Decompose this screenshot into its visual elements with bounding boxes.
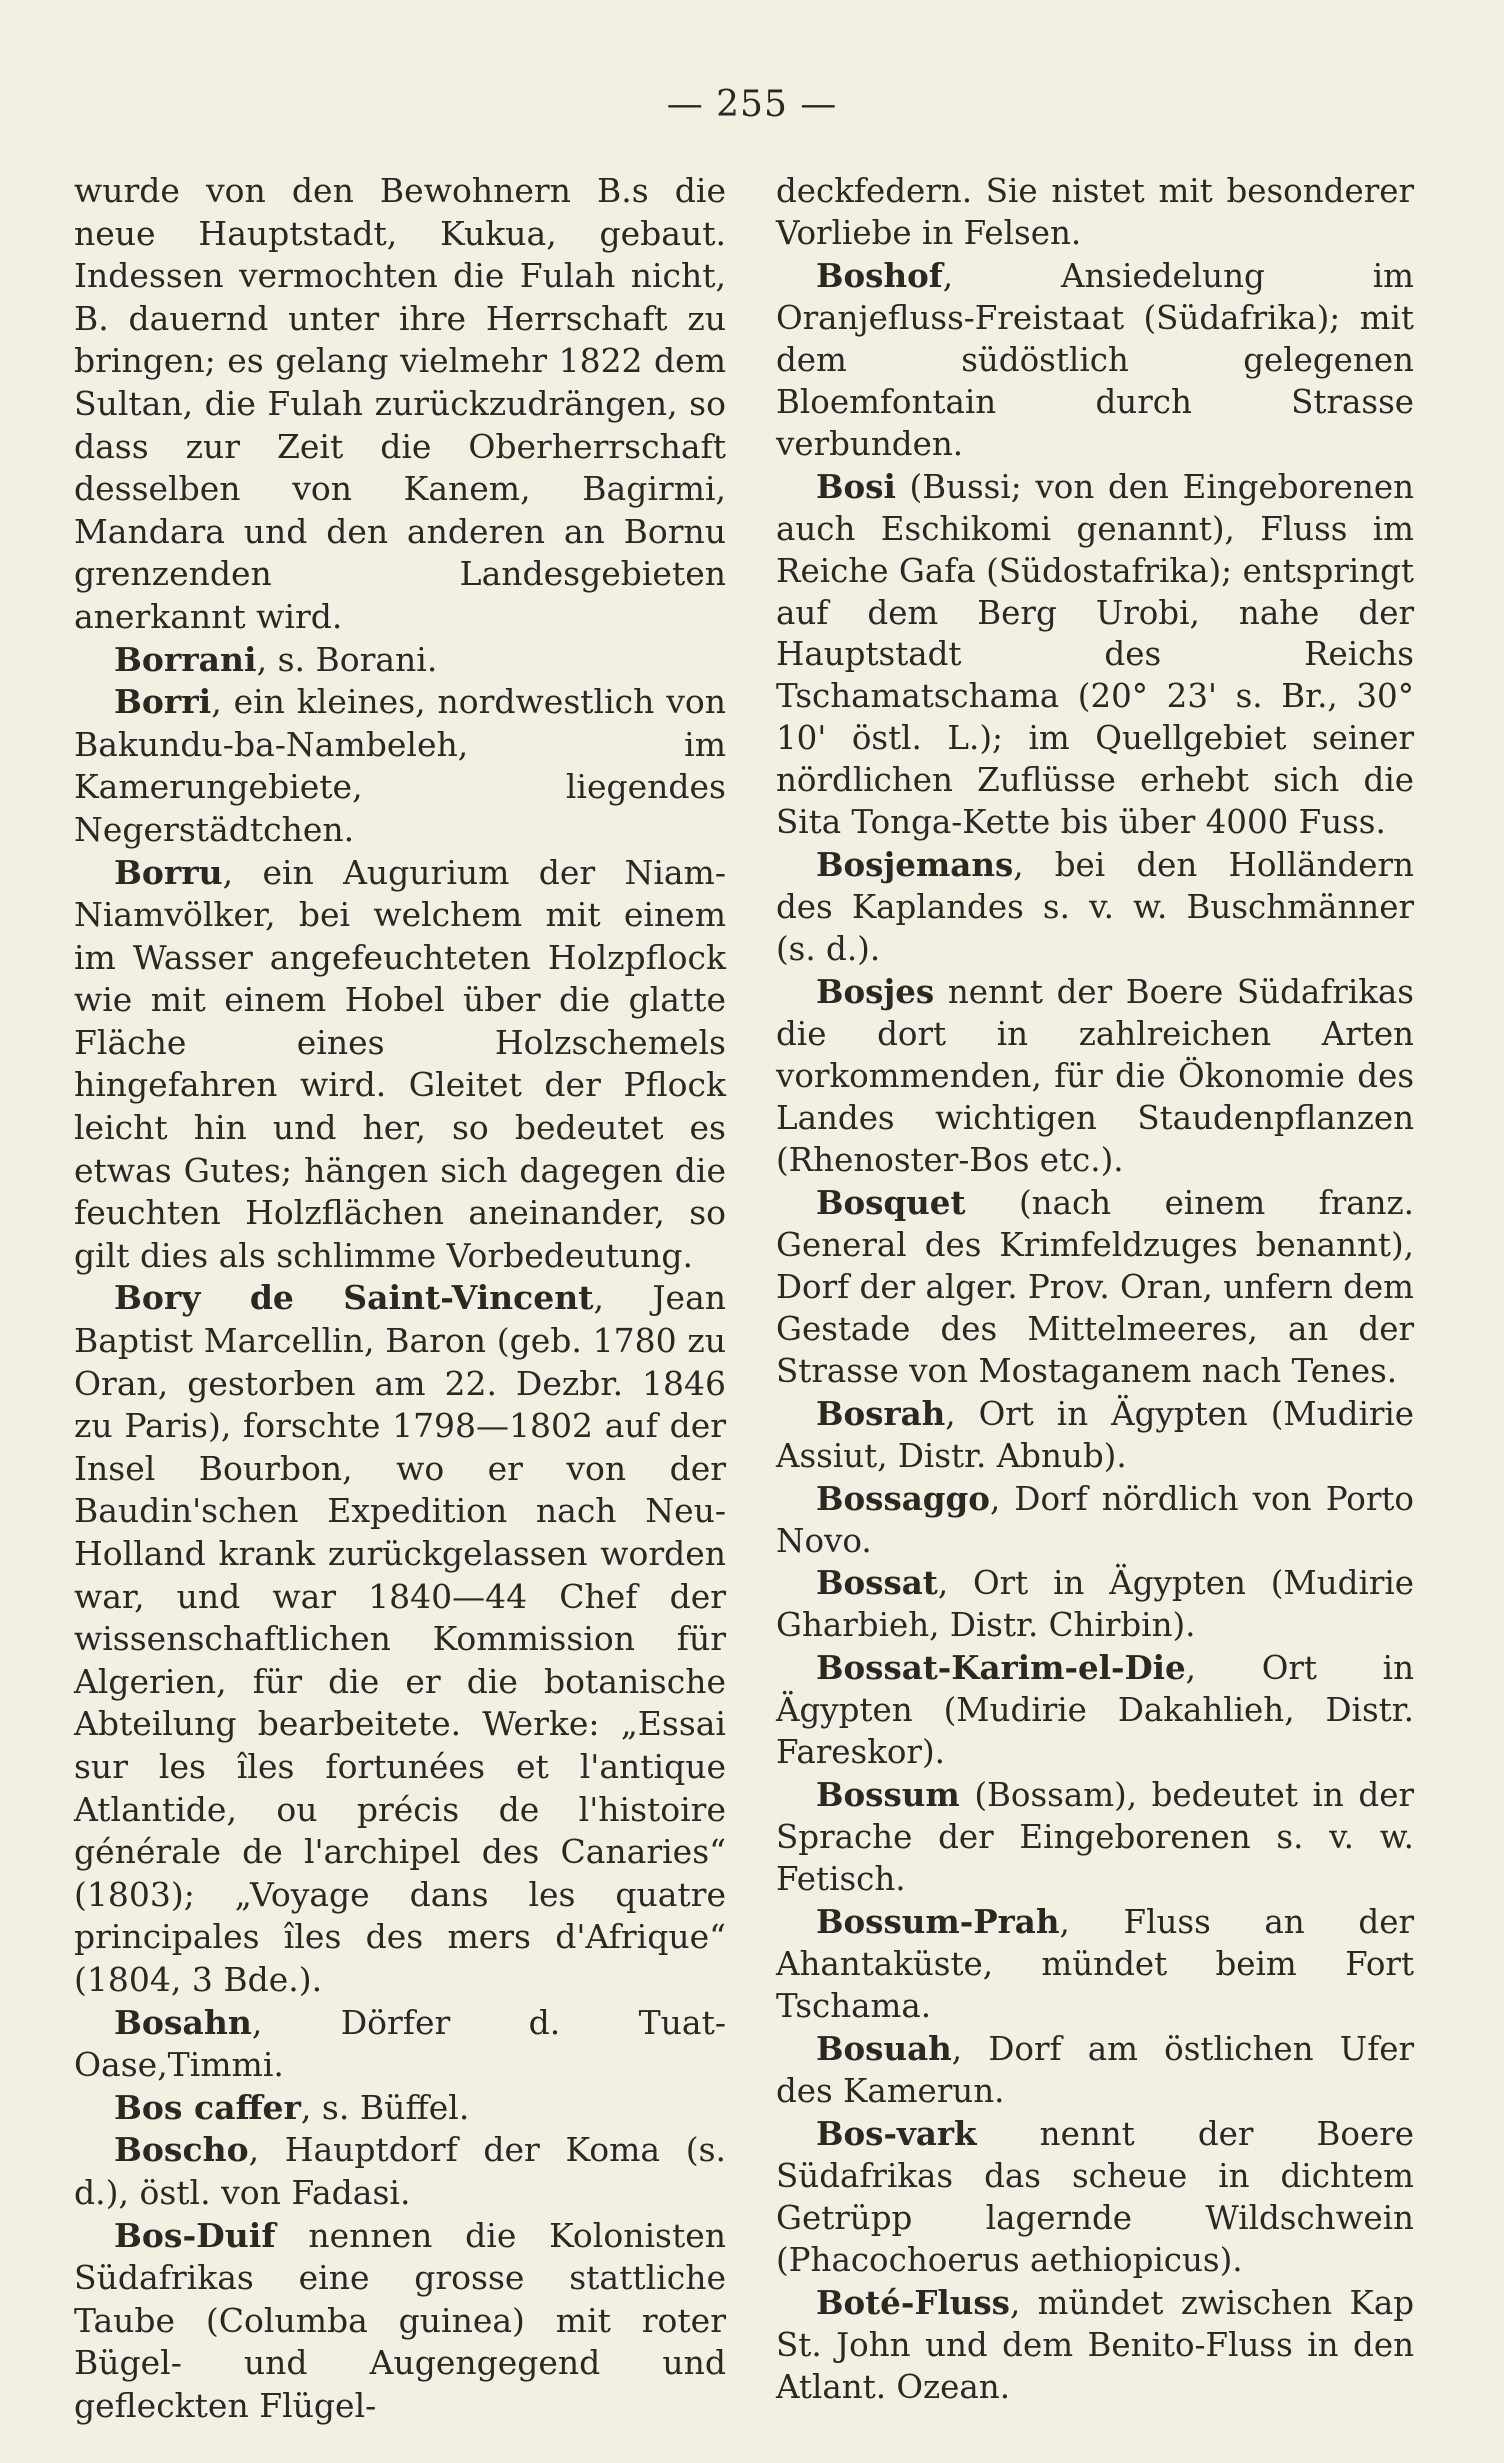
entry [776, 1901, 1414, 2028]
entry [776, 1182, 1414, 1393]
entry-text: (Bussi; von den Eingeborenen auch Eschikomi genannt), Fluss im Reiche Gafa (Südostafrika); entspringt auf dem Berg Urobi, nahe der Hauptstadt des Reichs Tschamatschama (20° 23' s. Br., 30° 10' östl. L.); im Quellgebiet seiner nördlichen Zuflüsse erhebt sich die Sita Tonga-Kette bis über 4000 Fuss. [776, 467, 1414, 842]
entry-text: , Ort in Ägypten (Mudirie Gharbieh, Distr. Chirbin). [776, 1564, 1414, 1645]
entry-text: (nach einem franz. General des Krimfeldzuges benannt), Dorf der alger. Prov. Oran, unfern dem Gestade des Mittelmeeres, an der Strasse von Mostaganem nach Tenes. [776, 1183, 1414, 1390]
entry [74, 2002, 726, 2087]
entry [776, 2113, 1414, 2282]
entry-headword: Bosjes [816, 972, 935, 1012]
right-column [776, 170, 1414, 2409]
entry-text: , Dörfer d. Tuat-Oase,Timmi. [74, 2002, 726, 2085]
entry-text: , ein Augurium der Niam-Niamvölker, bei welchem mit einem im Wasser angefeuchteten Holzpflock wie mit einem Hobel über die glatte Fläche eines Holzschemels hingefahren wird. Gleitet der Pflock leicht hin und her, so bedeutet es etwas Gutes; hängen sich dagegen die feuchten Holzflächen aneinander, so gilt dies als schlimme Vorbedeutung. [74, 852, 726, 1275]
entry [74, 681, 726, 851]
entry [74, 1277, 726, 2001]
entry [776, 255, 1414, 466]
entry-headword: Bossum [816, 1775, 960, 1815]
entry [74, 2215, 726, 2428]
entry-headword: Bossum-Prah [816, 1902, 1060, 1942]
entry-headword: Borri [114, 682, 212, 722]
entry-headword: Bos-Duif [114, 2215, 276, 2255]
entry-text: nennt der Boere Südafrikas das scheue in dichtem Getrüpp lagernde Wildschwein (Phacochoerus aethiopicus). [776, 2114, 1414, 2279]
entry [776, 1774, 1414, 1901]
entry-text: , Ansiedelung im Oranjefluss-Freistaat (Südafrika); mit dem südöstlich gelegenen Bloemfontain durch Strasse verbunden. [776, 256, 1414, 463]
entry [776, 844, 1414, 971]
entry-headword: Bory de Saint-Vincent [114, 1278, 594, 1318]
entry-text: , Dorf am östlichen Ufer des Kamerun. [776, 2029, 1414, 2110]
entry-text: , ein kleines, nordwestlich von Bakundu-ba-Nambeleh, im Kamerungebiete, liegendes Negerstädtchen. [74, 682, 726, 849]
entry-headword: Bossaggo [816, 1478, 990, 1518]
entry [74, 2129, 726, 2214]
entry-headword: Bosjemans [816, 845, 1014, 885]
entry-text: , Jean Baptist Marcellin, Baron (geb. 1780 zu Oran, gestorben am 22. Dezbr. 1846 zu Paris), forschte 1798—1802 auf der Insel Bourbon, wo er von der Baudin'schen Expedition nach Neu-Holland krank zurückgelassen worden war, und war 1840—44 Chef der wissenschaftlichen Kommission für Algerien, für die er die botanische Abteilung bearbeitete. Werke: „Essai sur les îles fortunées et l'antique Atlantide, ou précis de l'histoire générale de l'archipel des Canaries“ (1803); „Voyage dans les quatre principales îles des mers d'Afrique“ (1804, 3 Bde.). [74, 1278, 727, 1999]
entry-headword: Bosrah [816, 1393, 946, 1433]
entry-text: , Hauptdorf der Koma (s. d.), östl. von Fadasi. [74, 2130, 726, 2212]
entry [74, 170, 726, 639]
entry-text: , bei den Holländern des Kaplandes s. v. w. Buschmänner (s. d.). [776, 846, 1414, 969]
entry-text: (Bossam), bedeutet in der Sprache der Eingeborenen s. v. w. Fetisch. [776, 1776, 1414, 1899]
entry-headword: Borrani [114, 639, 257, 679]
entry-text: , Ort in Ägypten (Mudirie Dakahlieh, Distr. Fareskor). [776, 1649, 1414, 1772]
entry [776, 2282, 1414, 2409]
entry-headword: Bossat [816, 1563, 938, 1603]
entry-headword: Borru [114, 852, 223, 892]
page-number: — 255 — [666, 84, 838, 125]
entry [776, 466, 1414, 845]
entry-text: , Fluss an der Ahantaküste, mündet beim Fort Tschama. [776, 1903, 1414, 2025]
entry [74, 852, 726, 1278]
entry [776, 971, 1414, 1182]
entry-headword: Bossat-Karim-el-Die [816, 1648, 1186, 1688]
entry-text: nennt der Boere Südafrikas die dort in zahlreichen Arten vorkommenden, für die Ökonomie des Landes wichtigen Staudenpflanzen (Rhenoster-Bos etc.). [776, 973, 1414, 1179]
entry-text: deckfedern. Sie nistet mit besonderer Vorliebe in Felsen. [776, 172, 1414, 252]
entry-headword: Bosuah [816, 2028, 952, 2068]
entry [776, 2028, 1414, 2113]
entry-text: , s. Borani. [256, 639, 438, 679]
left-column [74, 170, 726, 2427]
entry [74, 639, 726, 682]
entry-headword: Bos caffer [114, 2087, 301, 2127]
entry [776, 1647, 1414, 1774]
entry-headword: Bosi [816, 466, 896, 506]
entry [776, 1393, 1414, 1478]
entry [776, 1478, 1414, 1563]
entry-text: , s. Büffel. [300, 2087, 470, 2127]
entry-headword: Boshof [816, 255, 943, 295]
entry-text: , Ort in Ägypten (Mudirie Assiut, Distr. Abnub). [776, 1394, 1414, 1475]
entry-text: , mündet zwischen Kap St. John und dem Benito-Fluss in den Atlant. Ozean. [776, 2283, 1414, 2406]
entry-text: , Dorf nördlich von Porto Novo. [776, 1479, 1414, 1560]
entry-headword: Boté-Fluss [816, 2282, 1010, 2322]
entry [776, 170, 1414, 255]
entry-headword: Boscho [114, 2130, 249, 2170]
entry-headword: Bos-vark [816, 2113, 977, 2153]
entry-text: wurde von den Bewohnern B.s die neue Hauptstadt, Kukua, gebaut. Indessen vermochten die Fulah nicht, B. dauernd unter ihre Herrschaft zu bringen; es gelang vielmehr 1822 dem Sultan, die Fulah zurückzudrängen, so dass zur Zeit die Oberherrschaft desselben von Kanem, Bagirmi, Mandara und den anderen an Bornu grenzenden Landesgebieten anerkannt wird. [74, 171, 726, 636]
entry [776, 1562, 1414, 1647]
entry [74, 2087, 726, 2130]
entry-headword: Bosquet [816, 1182, 966, 1222]
entry-headword: Bosahn [114, 2002, 252, 2042]
entry-text: nennen die Kolonisten Südafrikas eine grosse stattliche Taube (Columba guinea) mit roter Bügel- und Augengegend und gefleckten Flügel- [74, 2215, 726, 2425]
